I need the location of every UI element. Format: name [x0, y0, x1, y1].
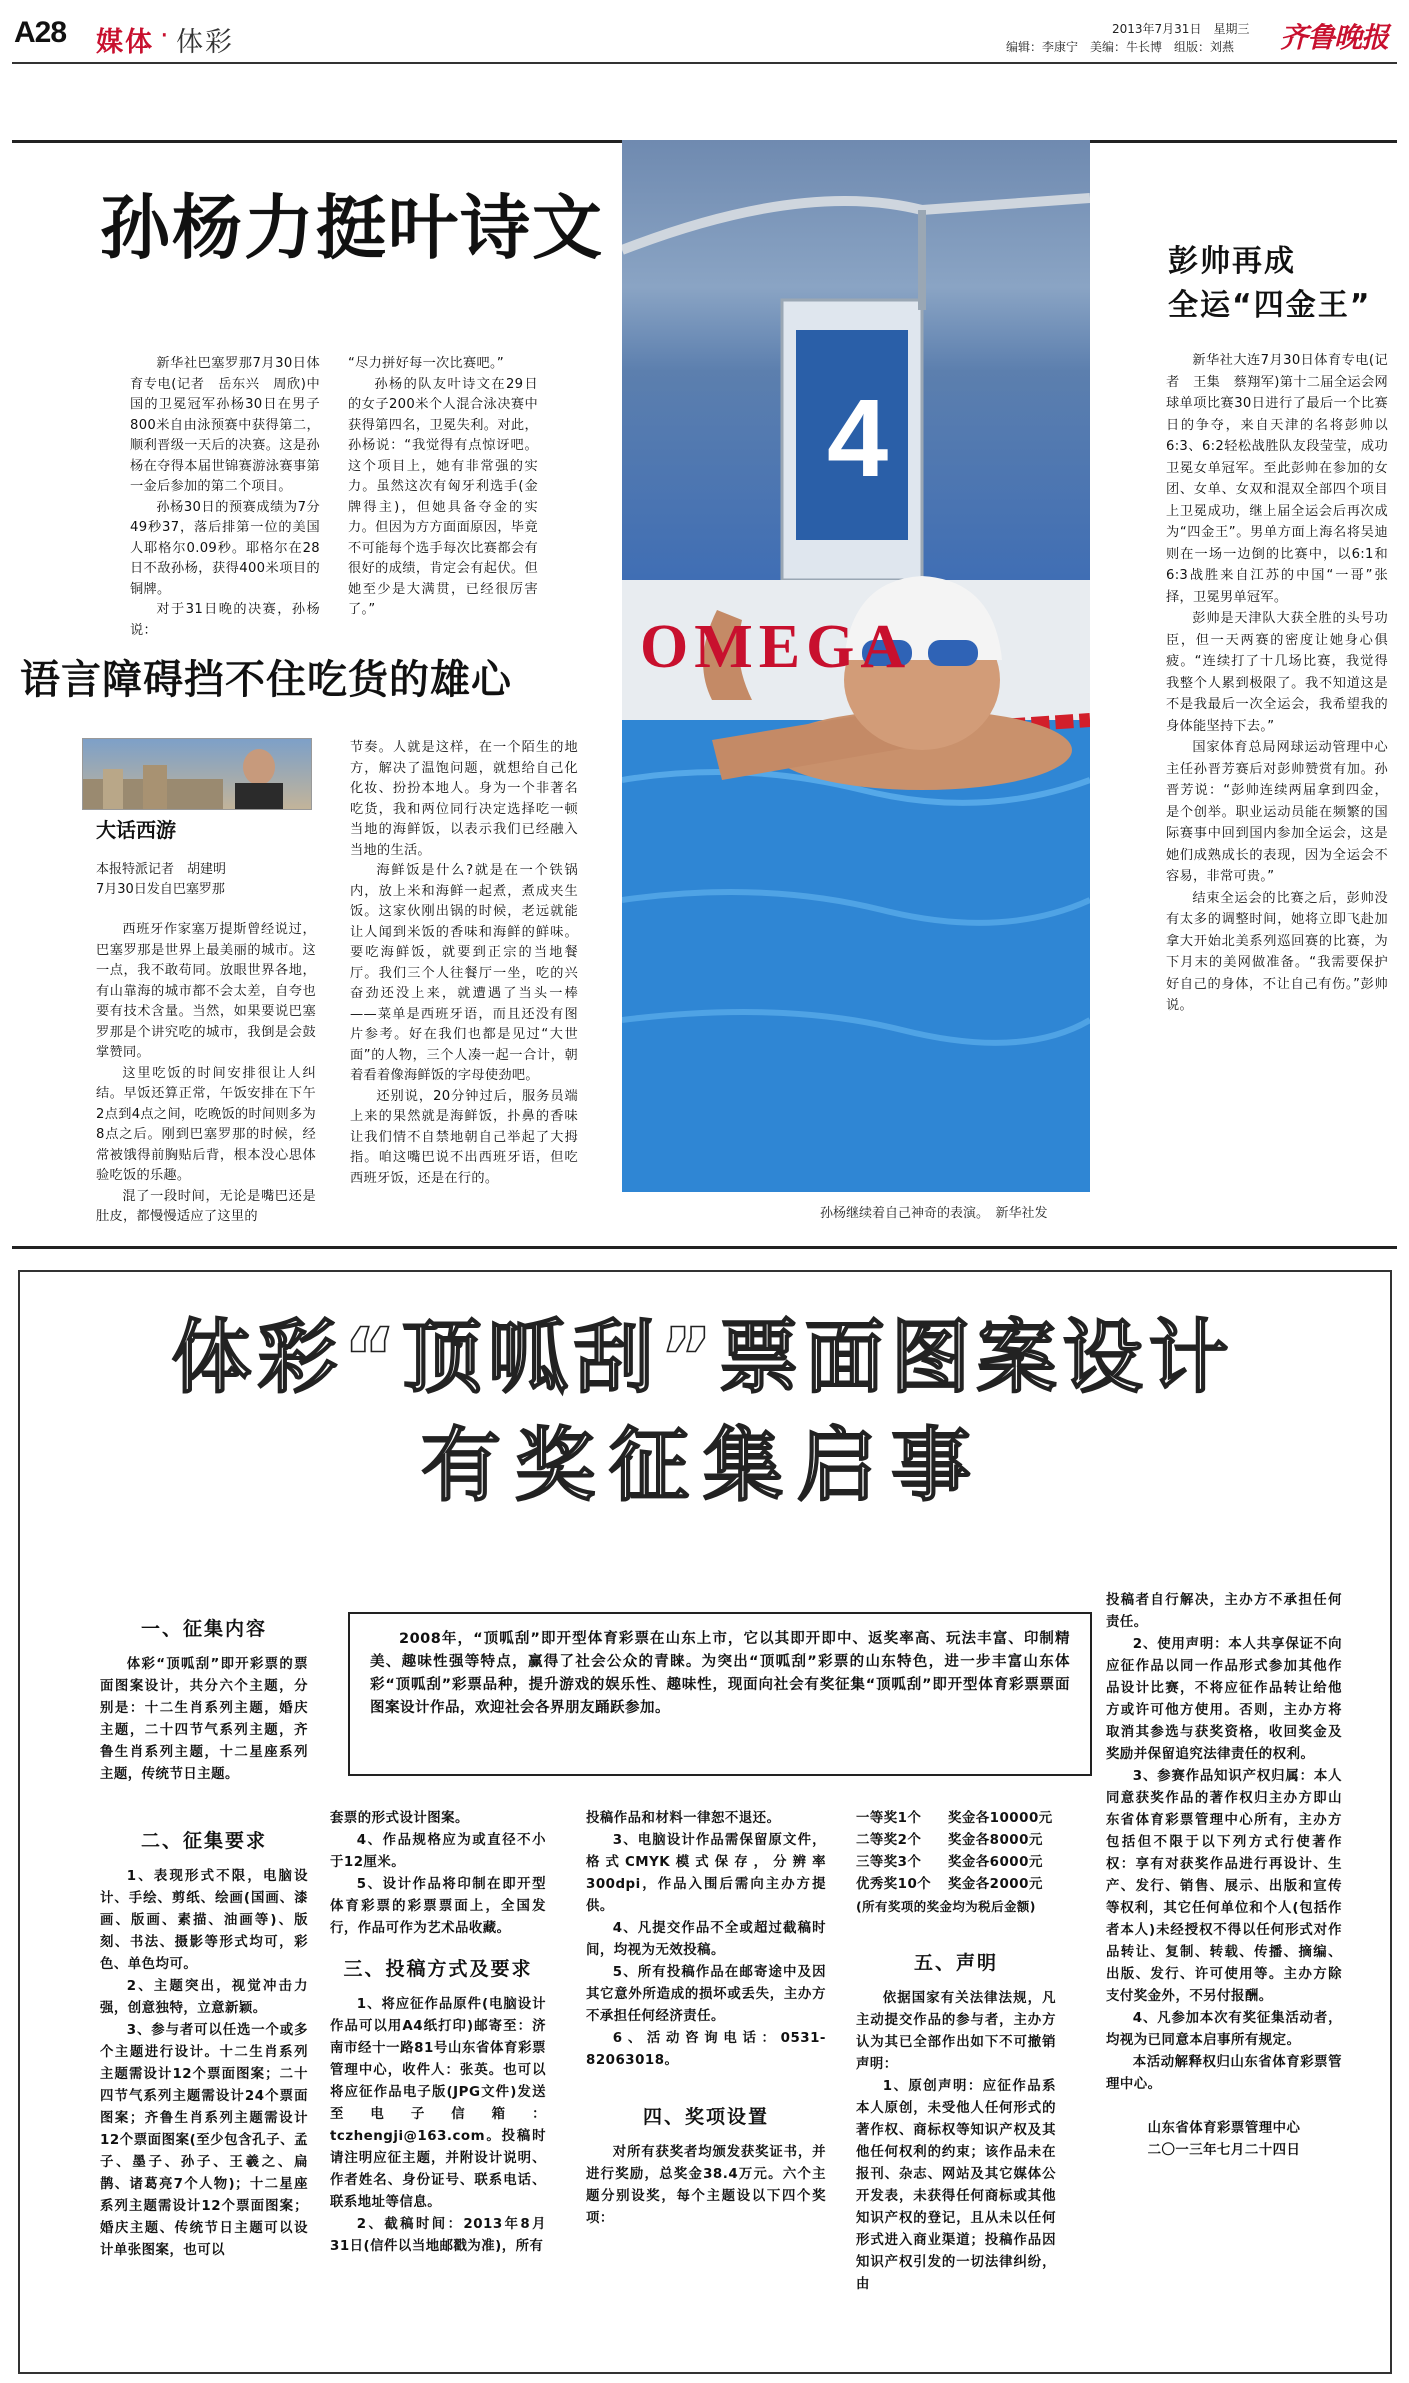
section-dot: · [160, 20, 169, 51]
section-divider [12, 1246, 1397, 1249]
news-photo [622, 140, 1090, 1192]
paragraph: 4、作品规格应为或直径不小于12厘米。 [330, 1833, 546, 1870]
section-name: 媒体 [96, 27, 154, 58]
subsection-name: 体彩 [176, 27, 234, 58]
paragraph: 本活动解释权归山东省体育彩票管理中心。 [1106, 2055, 1342, 2092]
article3-headline-line2: 全运“四金王” [1168, 288, 1372, 323]
article-headline: 孙杨力挺叶诗文 [100, 187, 604, 269]
ad-col3 [586, 1808, 826, 2230]
photo-caption: 孙杨继续着自己神奇的表演。 新华社发 [820, 1206, 1048, 1221]
paragraph: 对所有获奖者均颁发获奖证书，并进行奖励，总奖金38.4万元。六个主题分别设奖，每个主题设以下四个奖项： [586, 2145, 826, 2226]
paragraph: 彭帅是天津队大获全胜的头号功臣，但一天两赛的密度让她身心俱疲。“连续打了十几场比赛，我觉得我整个人累到极限了。我不知道这是不是我最后一次全运会，我希望我的身体能坚持下去。” [1166, 611, 1388, 734]
paragraph: 2、使用声明：本人共享保证不向应征作品以同一作品形式参加其他作品设计比赛，不将应征作品转让给他方或许可他方使用。否则，主办方将取消其参选与获奖资格，收回奖金及奖励并保留追究法律责任的权利。 [1106, 1637, 1342, 1762]
dateline: 7月30日发自巴塞罗那 [96, 882, 225, 897]
paragraph: 孙杨30日的预赛成绩为7分49秒37，落后排第一位的美国人耶格尔0.09秒。耶格尔在28日不敌孙杨，获得400米项目的铜牌。 [130, 499, 320, 597]
paragraph: 2、截稿时间：2013年8月31日(信件以当地邮戳为准)，所有 [330, 2217, 546, 2254]
article-body-col2 [348, 354, 538, 621]
paragraph: 投稿者自行解决，主办方不承担任何责任。 [1106, 1593, 1342, 1630]
paragraph: 2008年，“顶呱刮”即开型体育彩票在山东上市，它以其即开即中、返奖率高、玩法丰富、印制精美、趣味性强等特点，赢得了社会公众的青睐。为突出“顶呱刮”彩票的山东特色，进一步丰富山东体彩“顶呱刮”彩票品种，提升游戏的娱乐性、趣味性，现面向社会有奖征集“顶呱刮”即开型体育彩票票面图案设计作品，欢迎社会各界朋友踊跃参加。 [370, 1631, 1070, 1716]
prize-row: 优秀奖10个 奖金各2000元 [856, 1877, 1043, 1892]
ad-col2 [330, 1808, 546, 2258]
prize-row: 二等奖2个 奖金各8000元 [856, 1833, 1043, 1848]
paragraph: 孙杨的队友叶诗文在29日的女子200米个人混合泳决赛中获得第四名，卫冕失利。对此，孙杨说：“我觉得有点惊讶吧。这个项目上，她有非常强的实力。虽然这次有匈牙利选手(金牌得主)，但她具备夺金的实力。但因为方方面面原因，毕竟不可能每个选手每次比赛都会有很好的成绩，肯定会有起伏。但她至少是大满贯，已经很厉害了。” [348, 376, 538, 617]
paragraph: 混了一段时间，无论是嘴巴还是肚皮，都慢慢适应了这里的 [96, 1188, 316, 1224]
article2-headline: 语言障碍挡不住吃货的雄心 [20, 657, 512, 703]
ad-intro-box [348, 1612, 1092, 1776]
article2-body-col2 [350, 738, 578, 1189]
paragraph: 3、参赛作品知识产权归属：本人同意获奖作品的著作权归主办方即山东省体育彩票管理中心所有，主办方包括但不限于以下列方式行使著作权：享有对获奖作品进行再设计、生产、发行、销售、展示、出版和宣传等权利，其它任何单位和个人(包括作者本人)未经授权不得以任何形式对作品转让、复制、转载、传播、摘编、出版、发行、许可使用等。主办方除支付奖金外，不另付报酬。 [1106, 1769, 1342, 2004]
byline: 本报特派记者 胡建明 [96, 862, 227, 877]
paragraph: 1、表现形式不限，电脑设计、手绘、剪纸、绘画(国画、漆画、版画、素描、油画等)、版刻、书法、摄影等形式均可，彩色、单色均可。 [100, 1869, 308, 1972]
paragraph: 新华社大连7月30日体育专电(记者 王集 蔡翔军)第十二届全运会网球单项比赛30日进行了最后一个比赛日的争夺，来自天津的名将彭帅以6:3、6:2轻松战胜队友段莹莹，成功卫冕女单冠军。至此彭帅在参加的女团、女单、女双和混双全部四个项目上卫冕成功，继上届全运会后再次成为“四金王”。男单方面上海名将吴迪则在一场一边倒的比赛中，以6:1和6:3战胜来自江苏的中国“一哥”张择，卫冕男单冠军。 [1166, 353, 1388, 605]
paragraph: 1、将应征作品原件(电脑设计作品可以用A4纸打印)邮寄至：济南市经十一路81号山东省体育彩票管理中心，收件人：张英。也可以将应征作品电子版(JPG文件)发送至电子信箱：tczhengji@163.com。投稿时请注明应征主题，并附设计说明、作者姓名、身份证号、联系电话、联系地址等信息。 [330, 1997, 546, 2210]
paragraph: 2、主题突出，视觉冲击力强，创意独特，立意新颖。 [100, 1979, 308, 2016]
paragraph: 投稿作品和材料一律恕不退还。 [586, 1811, 781, 1826]
sponsor-banner: OMEGA [640, 613, 912, 681]
ad-title-line1: 体彩“顶呱刮”票面图案设计 [171, 1311, 1235, 1404]
paragraph: 5、设计作品将印制在即开型体育彩票的彩票票面上，全国发行，作品可作为艺术品收藏。 [330, 1877, 546, 1936]
header-rule [12, 62, 1397, 64]
paragraph: 这里吃饭的时间安排很让人纠结。早饭还算正常，午饭安排在下午2点到4点之间，吃晚饭的时间则多为8点之后。刚到巴塞罗那的时候，经常被饿得前胸贴后背，根本没心思体验吃饭的乐趣。 [96, 1065, 316, 1183]
paragraph: “尽力拼好每一次比赛吧。” [348, 356, 505, 371]
paragraph: 海鲜饭是什么?就是在一个铁锅内，放上米和海鲜一起煮，煮成夹生饭。这家伙刚出锅的时候，老远就能让人闻到米饭的香味和海鲜的鲜味。要吃海鲜饭，就要到正宗的当地餐厅。我们三个人往餐厅一坐，吃的兴奋劲还没上来，就遭遇了当头一棒——菜单是西班牙语，而且还没有图片参考。好在我们也都是见过“大世面”的人物，三个人凑一起一合计，朝着看着像海鲜饭的字母使劲吧。 [350, 863, 578, 1083]
ad-col1 [100, 1612, 308, 2262]
ad-title-line2: 有奖征集启事 [421, 1419, 985, 1512]
page-number: A28 [14, 16, 67, 49]
paragraph: 4、凡参加本次有奖征集活动者，均视为已同意本启事所有规定。 [1106, 2011, 1342, 2048]
paragraph: 3、参与者可以任选一个或多个主题进行设计。十二生肖系列主题需设计12个票面图案；二十四节气系列主题需设计24个票面图案；齐鲁生肖系列主题需设计12个票面图案(至少包含孔子、孟子、墨子、孙子、王羲之、扁鹊、诸葛亮7个人物)；十二星座系列主题需设计12个票面图案；婚庆主题、传统节日主题可以设计单张图案，也可以 [100, 2023, 308, 2258]
header-rule-2 [12, 140, 622, 143]
paragraph: 国家体育总局网球运动管理中心主任孙晋芳赛后对彭帅赞赏有加。孙晋芳说：“彭帅连续两届拿到四金，是个创举。职业运动员能在频繁的国际赛事中回到国内参加全运会，这是她们成熟成长的表现，因为全运会不容易，非常可贵。” [1166, 740, 1388, 884]
ad-col4 [856, 1808, 1056, 2296]
column-banner [82, 738, 312, 810]
paragraph: 4、凡提交作品不全或超过截稿时间，均视为无效投稿。 [586, 1921, 826, 1958]
ad-section-title: 五、声明 [913, 1952, 998, 1974]
ad-section-title: 二、征集要求 [140, 1830, 267, 1852]
paragraph: 还别说，20分钟过后，服务员端上来的果然就是海鲜饭，扑鼻的香味让我们情不自禁地朝自己举起了大拇指。咱这嘴巴说不出西班牙语，但吃西班牙饭，还是在行的。 [350, 1088, 578, 1186]
paragraph: 节奏。人就是这样，在一个陌生的地方，解决了温饱问题，就想给自己化化妆、扮扮本地人。身为一个非著名吃货，我和两位同行决定选择吃一顿当地的海鲜饭，以表示我们已经融入当地的生活。 [350, 740, 578, 858]
ad-section-title: 四、奖项设置 [642, 2106, 769, 2128]
paragraph: 6、活动咨询电话：0531-82063018。 [586, 2031, 826, 2068]
signature-org: 山东省体育彩票管理中心 [1147, 2121, 1301, 2136]
paragraph: 5、所有投稿作品在邮寄途中及因其它意外所造成的损坏或丢失，主办方不承担任何经济责任。 [586, 1965, 826, 2024]
header-rule-3 [1090, 140, 1397, 143]
paragraph: 对于31日晚的决赛，孙杨说： [130, 602, 320, 638]
signature-date: 二〇一三年七月二十四日 [1147, 2143, 1301, 2158]
ad-col5 [1106, 1590, 1342, 2162]
ad-intro-text [350, 1614, 1090, 1734]
page-header [0, 0, 1409, 60]
article3-headline-line1: 彭帅再成 [1168, 244, 1296, 279]
paragraph: 1、原创声明：应征作品系本人原创，未受他人任何形式的著作权、商标权等知识产权及其他任何权利的约束；该作品未在报刊、杂志、网站及其它媒体公开发表，未获得任何商标或其他知识产权的登记，且从未以任何形式进入商业渠道；投稿作品因知识产权引发的一切法律纠纷，由 [856, 2079, 1056, 2292]
issue-date: 2013年7月31日 星期三 [1112, 22, 1250, 36]
prize-row: 三等奖3个 奖金各6000元 [856, 1855, 1043, 1870]
prize-note: (所有奖项的奖金均为税后金额) [856, 1899, 1036, 1914]
ad-section-title: 三、投稿方式及要求 [343, 1958, 533, 1980]
paragraph: 结束全运会的比赛之后，彭帅没有太多的调整时间，她将立即飞赴加拿大开始北美系列巡回赛的比赛，为下月末的美网做准备。“我需要保护好自己的身体，不让自己有伤。”彭帅说。 [1166, 890, 1388, 1013]
masthead-logo: 齐鲁晚报 [1280, 21, 1389, 54]
paragraph: 依据国家有关法律法规，凡主动提交作品的参与者，主办方认为其已全部作出如下不可撤销声明： [856, 1991, 1056, 2072]
paragraph: 西班牙作家塞万提斯曾经说过，巴塞罗那是世界上最美丽的城市。这一点，我不敢苟同。放眼世界各地，有山靠海的城市都不会太差，自夸也要有技术含量。当然，如果要说巴塞罗那是个讲究吃的城市，我倒是会鼓掌赞同。 [96, 922, 316, 1060]
column-title: 大话西游 [96, 818, 176, 842]
paragraph: 体彩“顶呱刮”即开彩票的票面图案设计，共分六个主题，分别是：十二生肖系列主题，婚庆主题，二十四节气系列主题，齐鲁生肖系列主题，十二星座系列主题，传统节日主题。 [100, 1657, 308, 1782]
article3-body [1166, 350, 1388, 1017]
ad-section-title: 一、征集内容 [140, 1618, 267, 1640]
lane-number: 4 [827, 377, 889, 500]
paragraph: 套票的形式设计图案。 [330, 1811, 469, 1826]
article2-body-col1 [96, 920, 316, 1228]
article-body-col1 [130, 354, 320, 641]
paragraph: 新华社巴塞罗那7月30日体育专电(记者 岳东兴 周欣)中国的卫冕冠军孙杨30日在男子800米自由泳预赛中获得第二，顺利晋级一天后的决赛。这是孙杨在夺得本届世锦赛游泳赛事第一金后参加的第二个项目。 [130, 356, 320, 494]
avatar [83, 739, 311, 809]
editor-credits: 编辑：李康宁 美编：牛长博 组版：刘燕 [1006, 40, 1235, 54]
paragraph: 3、电脑设计作品需保留原文件，格式CMYK模式保存，分辨率300dpi，作品入围后需向主办方提供。 [586, 1833, 826, 1914]
prize-row: 一等奖1个 奖金各10000元 [856, 1811, 1053, 1826]
